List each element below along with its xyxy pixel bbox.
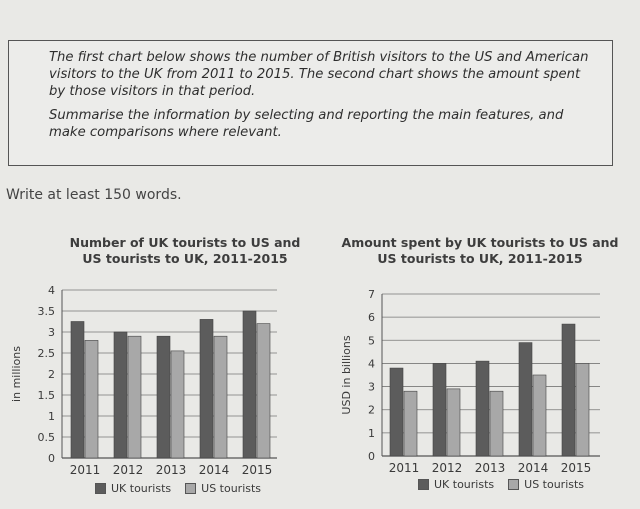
chart1-title-line1: Number of UK tourists to US and <box>69 235 301 250</box>
y-axis-label: in millions <box>10 346 23 402</box>
chart2-legend-uk-label: UK tourists <box>434 478 495 491</box>
bar-uk-tourists <box>476 361 489 456</box>
y-tick-label: 1.5 <box>37 389 55 402</box>
chart2-legend-uk <box>418 478 494 491</box>
bar-us-tourists <box>214 336 227 458</box>
y-tick-label: 5 <box>368 334 375 348</box>
task-description: The first chart below shows the number of British visitors to the US and American visitors to the UK from 2011 to 2015. The second chart shows the amount spent by those visitors in that period. <box>49 50 589 99</box>
bar-uk-tourists <box>390 368 403 456</box>
x-tick-label: 2011 <box>69 463 101 477</box>
bar-us-tourists <box>171 351 184 458</box>
bar-us-tourists <box>576 363 589 456</box>
x-tick-label: 2013 <box>474 461 506 475</box>
bar-uk-tourists <box>519 343 532 456</box>
word-count-instruction: Write at least 150 words. <box>6 187 182 203</box>
x-tick-label: 2015 <box>241 463 273 477</box>
y-tick-label: 0 <box>48 452 55 465</box>
y-tick-label: 3.5 <box>37 305 55 318</box>
y-tick-label: 0 <box>368 450 375 463</box>
y-tick-label: 2 <box>368 403 375 417</box>
y-tick-label: 1 <box>368 426 375 440</box>
bar-us-tourists <box>490 391 503 456</box>
chart1-title <box>40 235 330 267</box>
chart2-legend-us-label: US tourists <box>524 478 585 491</box>
bar-us-tourists <box>128 336 141 458</box>
chart1-legend-uk-label: UK tourists <box>111 482 172 495</box>
x-tick-label: 2014 <box>198 463 230 477</box>
task-box <box>8 40 613 166</box>
bar-uk-tourists <box>114 332 127 458</box>
chart2-title-line1: Amount spent by UK tourists to US and <box>341 235 619 250</box>
chart1-title-line2: US tourists to UK, 2011-2015 <box>82 251 288 266</box>
y-tick-label: 4 <box>48 284 55 297</box>
chart2-legend-uk-swatch <box>418 479 429 490</box>
y-tick-label: 4 <box>368 357 375 371</box>
chart2-title-line2: US tourists to UK, 2011-2015 <box>377 251 583 266</box>
bar-us-tourists <box>257 324 270 458</box>
y-tick-label: 3 <box>48 326 55 339</box>
chart1-legend-uk-swatch <box>95 483 106 494</box>
chart1-legend-us <box>185 482 261 495</box>
y-tick-label: 1 <box>48 410 55 423</box>
chart1-legend-us-swatch <box>185 483 196 494</box>
y-tick-label: 7 <box>368 288 375 301</box>
bar-us-tourists <box>85 340 98 458</box>
chart1-legend-us-label: US tourists <box>201 482 262 495</box>
y-tick-label: 2 <box>48 368 55 381</box>
y-tick-label: 6 <box>368 311 375 325</box>
chart2-legend-us <box>508 478 584 491</box>
chart1-legend-uk <box>95 482 171 495</box>
bar-uk-tourists <box>433 363 446 456</box>
x-tick-label: 2015 <box>560 461 592 475</box>
y-axis-label: USD in billions <box>340 335 353 415</box>
x-tick-label: 2012 <box>112 463 144 477</box>
y-tick-label: 3 <box>368 380 375 394</box>
bar-uk-tourists <box>200 319 213 458</box>
x-tick-label: 2013 <box>155 463 187 477</box>
x-tick-label: 2011 <box>388 461 420 475</box>
chart2-title <box>340 235 620 267</box>
bar-us-tourists <box>404 391 417 456</box>
y-tick-label: 2.5 <box>37 347 55 360</box>
x-tick-label: 2014 <box>517 461 549 475</box>
chart2-legend-us-swatch <box>508 479 519 490</box>
x-tick-label: 2012 <box>431 461 463 475</box>
bar-us-tourists <box>447 389 460 456</box>
bar-uk-tourists <box>157 336 170 458</box>
y-tick-label: 0.5 <box>37 431 55 444</box>
bar-us-tourists <box>533 375 546 456</box>
chart2-legend <box>418 478 584 491</box>
bar-uk-tourists <box>562 324 575 456</box>
chart1-legend <box>95 482 261 495</box>
bar-uk-tourists <box>243 311 256 458</box>
task-instruction: Summarise the information by selecting and reporting the main features, and make comparisons where relevant. <box>49 108 564 140</box>
chart2-amount-spent <box>330 280 630 480</box>
chart1-tourist-numbers <box>0 280 320 480</box>
bar-uk-tourists <box>71 322 84 459</box>
